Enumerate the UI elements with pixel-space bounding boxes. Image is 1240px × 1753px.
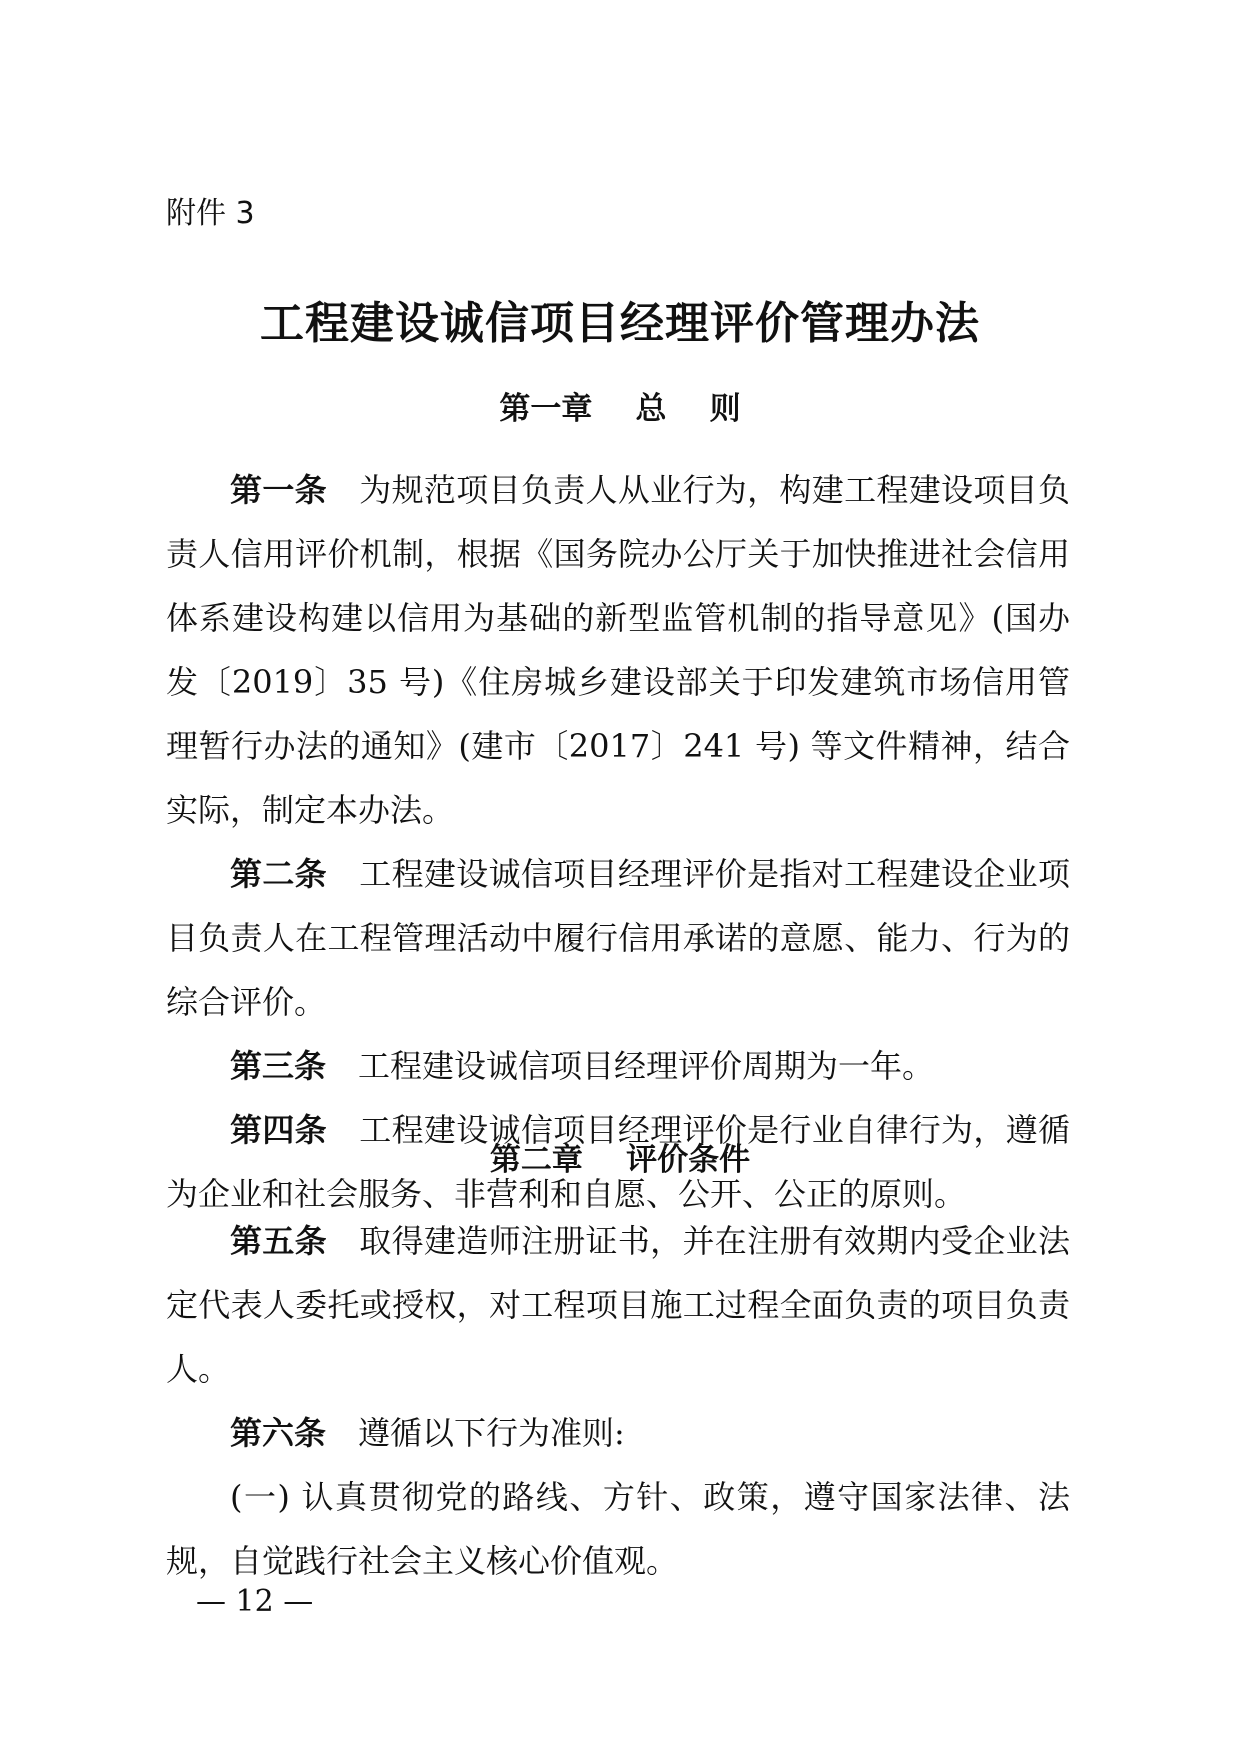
article-label: 第五条 xyxy=(230,1222,327,1260)
chapter-heading-2: 第二章 评价条件 xyxy=(489,1142,751,1178)
article-text: 工程建设诚信项目经理评价是行业自律行为，遵循为企业和社会服务、非营利和自愿、公开、公正的原则。 xyxy=(166,1111,1070,1213)
page-number: — 12 — xyxy=(196,1584,314,1619)
article-label: 第三条 xyxy=(230,1047,327,1085)
article-6 xyxy=(166,1401,1070,1465)
article-1 xyxy=(166,458,1070,842)
chapter-heading-1: 第一章 总 则 xyxy=(499,391,741,427)
list-item-1: (一) 认真贯彻党的路线、方针、政策，遵守国家法律、法规，自觉践行社会主义核心价值观。 xyxy=(166,1478,1070,1580)
article-2 xyxy=(166,842,1070,1034)
article-text: 工程建设诚信项目经理评价周期为一年。 xyxy=(358,1047,935,1085)
attachment-label: 附件 3 xyxy=(166,196,255,231)
article-text: 工程建设诚信项目经理评价是指对工程建设企业项目负责人在工程管理活动中履行信用承诺的意愿、能力、行为的综合评价。 xyxy=(166,855,1070,1021)
article-label: 第六条 xyxy=(230,1414,327,1452)
article-3 xyxy=(166,1034,1070,1098)
document-title: 工程建设诚信项目经理评价管理办法 xyxy=(260,298,980,349)
article-text: 遵循以下行为准则: xyxy=(358,1414,625,1452)
article-label: 第四条 xyxy=(230,1111,327,1149)
article-label: 第二条 xyxy=(230,855,327,893)
chapter-2-body xyxy=(166,1209,1070,1593)
article-label: 第一条 xyxy=(230,471,327,509)
article-text: 为规范项目负责人从业行为，构建工程建设项目负责人信用评价机制，根据《国务院办公厅关于加快推进社会信用体系建设构建以信用为基础的新型监管机制的指导意见》(国办发〔2019〕35 号)《住房城乡建设部关于印发建筑市场信用管理暂行办法的通知》(建市〔2017〕241 号) 等文件精神，结合实际，制定本办法。 xyxy=(166,471,1070,829)
chapter-1-body xyxy=(166,458,1070,1226)
article-5 xyxy=(166,1209,1070,1401)
article-text: 取得建造师注册证书，并在注册有效期内受企业法定代表人委托或授权，对工程项目施工过程全面负责的项目负责人。 xyxy=(166,1222,1070,1388)
